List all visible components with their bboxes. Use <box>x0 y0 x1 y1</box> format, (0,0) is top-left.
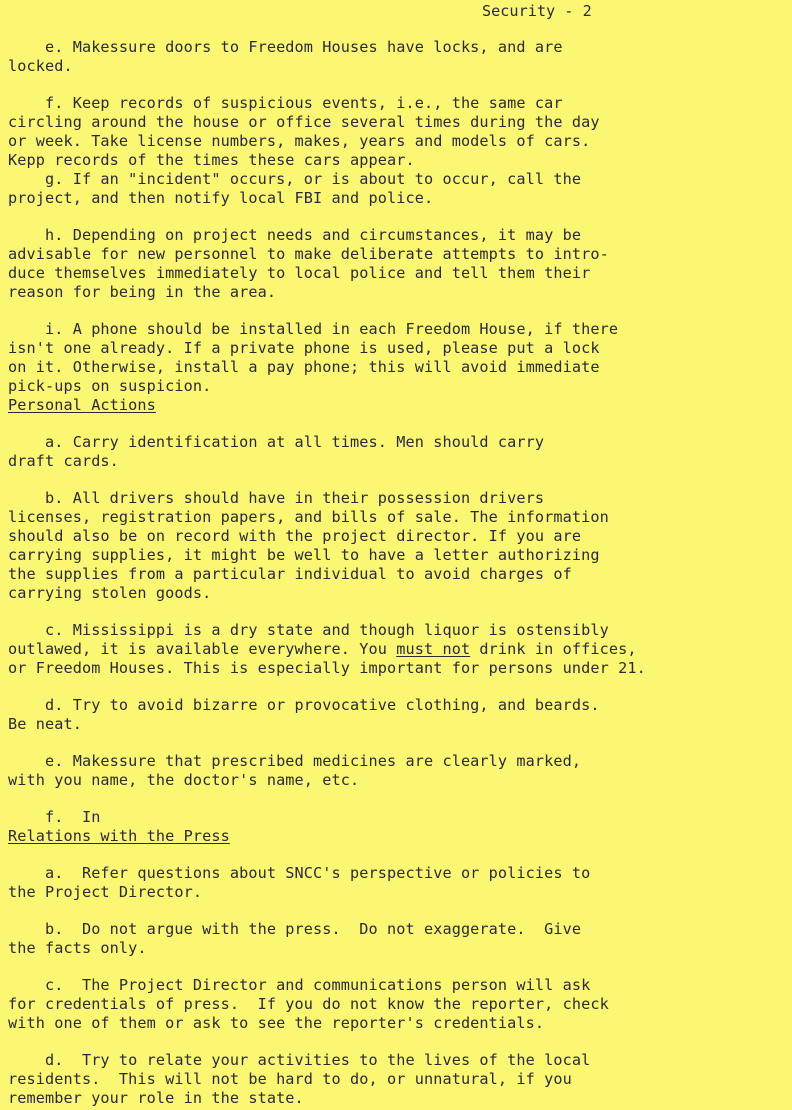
text-line: carrying supplies, it might be well to have a letter authorizing <box>8 546 600 564</box>
text-line: should also be on record with the project director. If you are <box>8 527 582 545</box>
text-line: i. A phone should be installed in each Freedom House, if there <box>8 320 619 338</box>
emphasis-must-not: must not <box>396 640 471 658</box>
text-line: with you name, the doctor's name, etc. <box>8 771 360 789</box>
text-line: or week. Take license numbers, makes, years and models of cars. <box>8 132 591 150</box>
text-line: residents. This will not be hard to do, or unnatural, if you <box>8 1070 572 1088</box>
text-line: e. Makessure that prescribed medicines are clearly marked, <box>8 752 582 770</box>
text-line: the Project Director. <box>8 883 203 901</box>
section-heading-relations-with-press: Relations with the Press <box>8 827 230 845</box>
text-line: or Freedom Houses. This is especially important for persons under 21. <box>8 659 646 677</box>
text-line: licenses, registration papers, and bills of sale. The information <box>8 508 609 526</box>
text-line: outlawed, it is available everywhere. You must not drink in offices, <box>8 640 637 658</box>
text-line: a. Carry identification at all times. Men should carry <box>8 433 545 451</box>
text-line: remember your role in the state. <box>8 1089 304 1107</box>
text-line: the supplies from a particular individual to avoid charges of <box>8 565 572 583</box>
text-line: e. Makessure doors to Freedom Houses have locks, and are <box>8 38 563 56</box>
text-line: for credentials of press. If you do not know the reporter, check <box>8 995 609 1013</box>
text-line: on it. Otherwise, install a pay phone; this will avoid immediate <box>8 358 600 376</box>
text-line: reason for being in the area. <box>8 283 277 301</box>
text-line: the facts only. <box>8 939 147 957</box>
section-heading-personal-actions: Personal Actions <box>8 396 156 414</box>
text-line: project, and then notify local FBI and police. <box>8 189 434 207</box>
text-line: c. Mississippi is a dry state and though liquor is ostensibly <box>8 621 609 639</box>
text-line: Kepp records of the times these cars appear. <box>8 151 415 169</box>
text-line: c. The Project Director and communications person will ask <box>8 976 591 994</box>
text-line: f. In <box>8 808 101 826</box>
text-line: d. Try to avoid bizarre or provocative clothing, and beards. <box>8 696 600 714</box>
text-line: advisable for new personnel to make deliberate attempts to intro- <box>8 245 609 263</box>
text-line: f. Keep records of suspicious events, i.e., the same car <box>8 94 563 112</box>
text-line: a. Refer questions about SNCC's perspective or policies to <box>8 864 591 882</box>
text-line: isn't one already. If a private phone is used, please put a lock <box>8 339 600 357</box>
text-line: g. If an "incident" occurs, or is about to occur, call the <box>8 170 582 188</box>
text-line: circling around the house or office several times during the day <box>8 113 600 131</box>
text-line: with one of them or ask to see the reporter's credentials. <box>8 1014 545 1032</box>
text-line: draft cards. <box>8 452 119 470</box>
text-line: locked. <box>8 57 73 75</box>
text-line: duce themselves immediately to local police and tell them their <box>8 264 591 282</box>
text-line: d. Try to relate your activities to the lives of the local <box>8 1051 591 1069</box>
page-header: Security - 2 <box>482 2 592 20</box>
text-line: h. Depending on project needs and circumstances, it may be <box>8 226 582 244</box>
text-line: Be neat. <box>8 715 82 733</box>
text-line: b. Do not argue with the press. Do not exaggerate. Give <box>8 920 582 938</box>
text-line: carrying stolen goods. <box>8 584 212 602</box>
text-line: pick-ups on suspicion. <box>8 377 212 395</box>
text-line: b. All drivers should have in their possession drivers <box>8 489 545 507</box>
